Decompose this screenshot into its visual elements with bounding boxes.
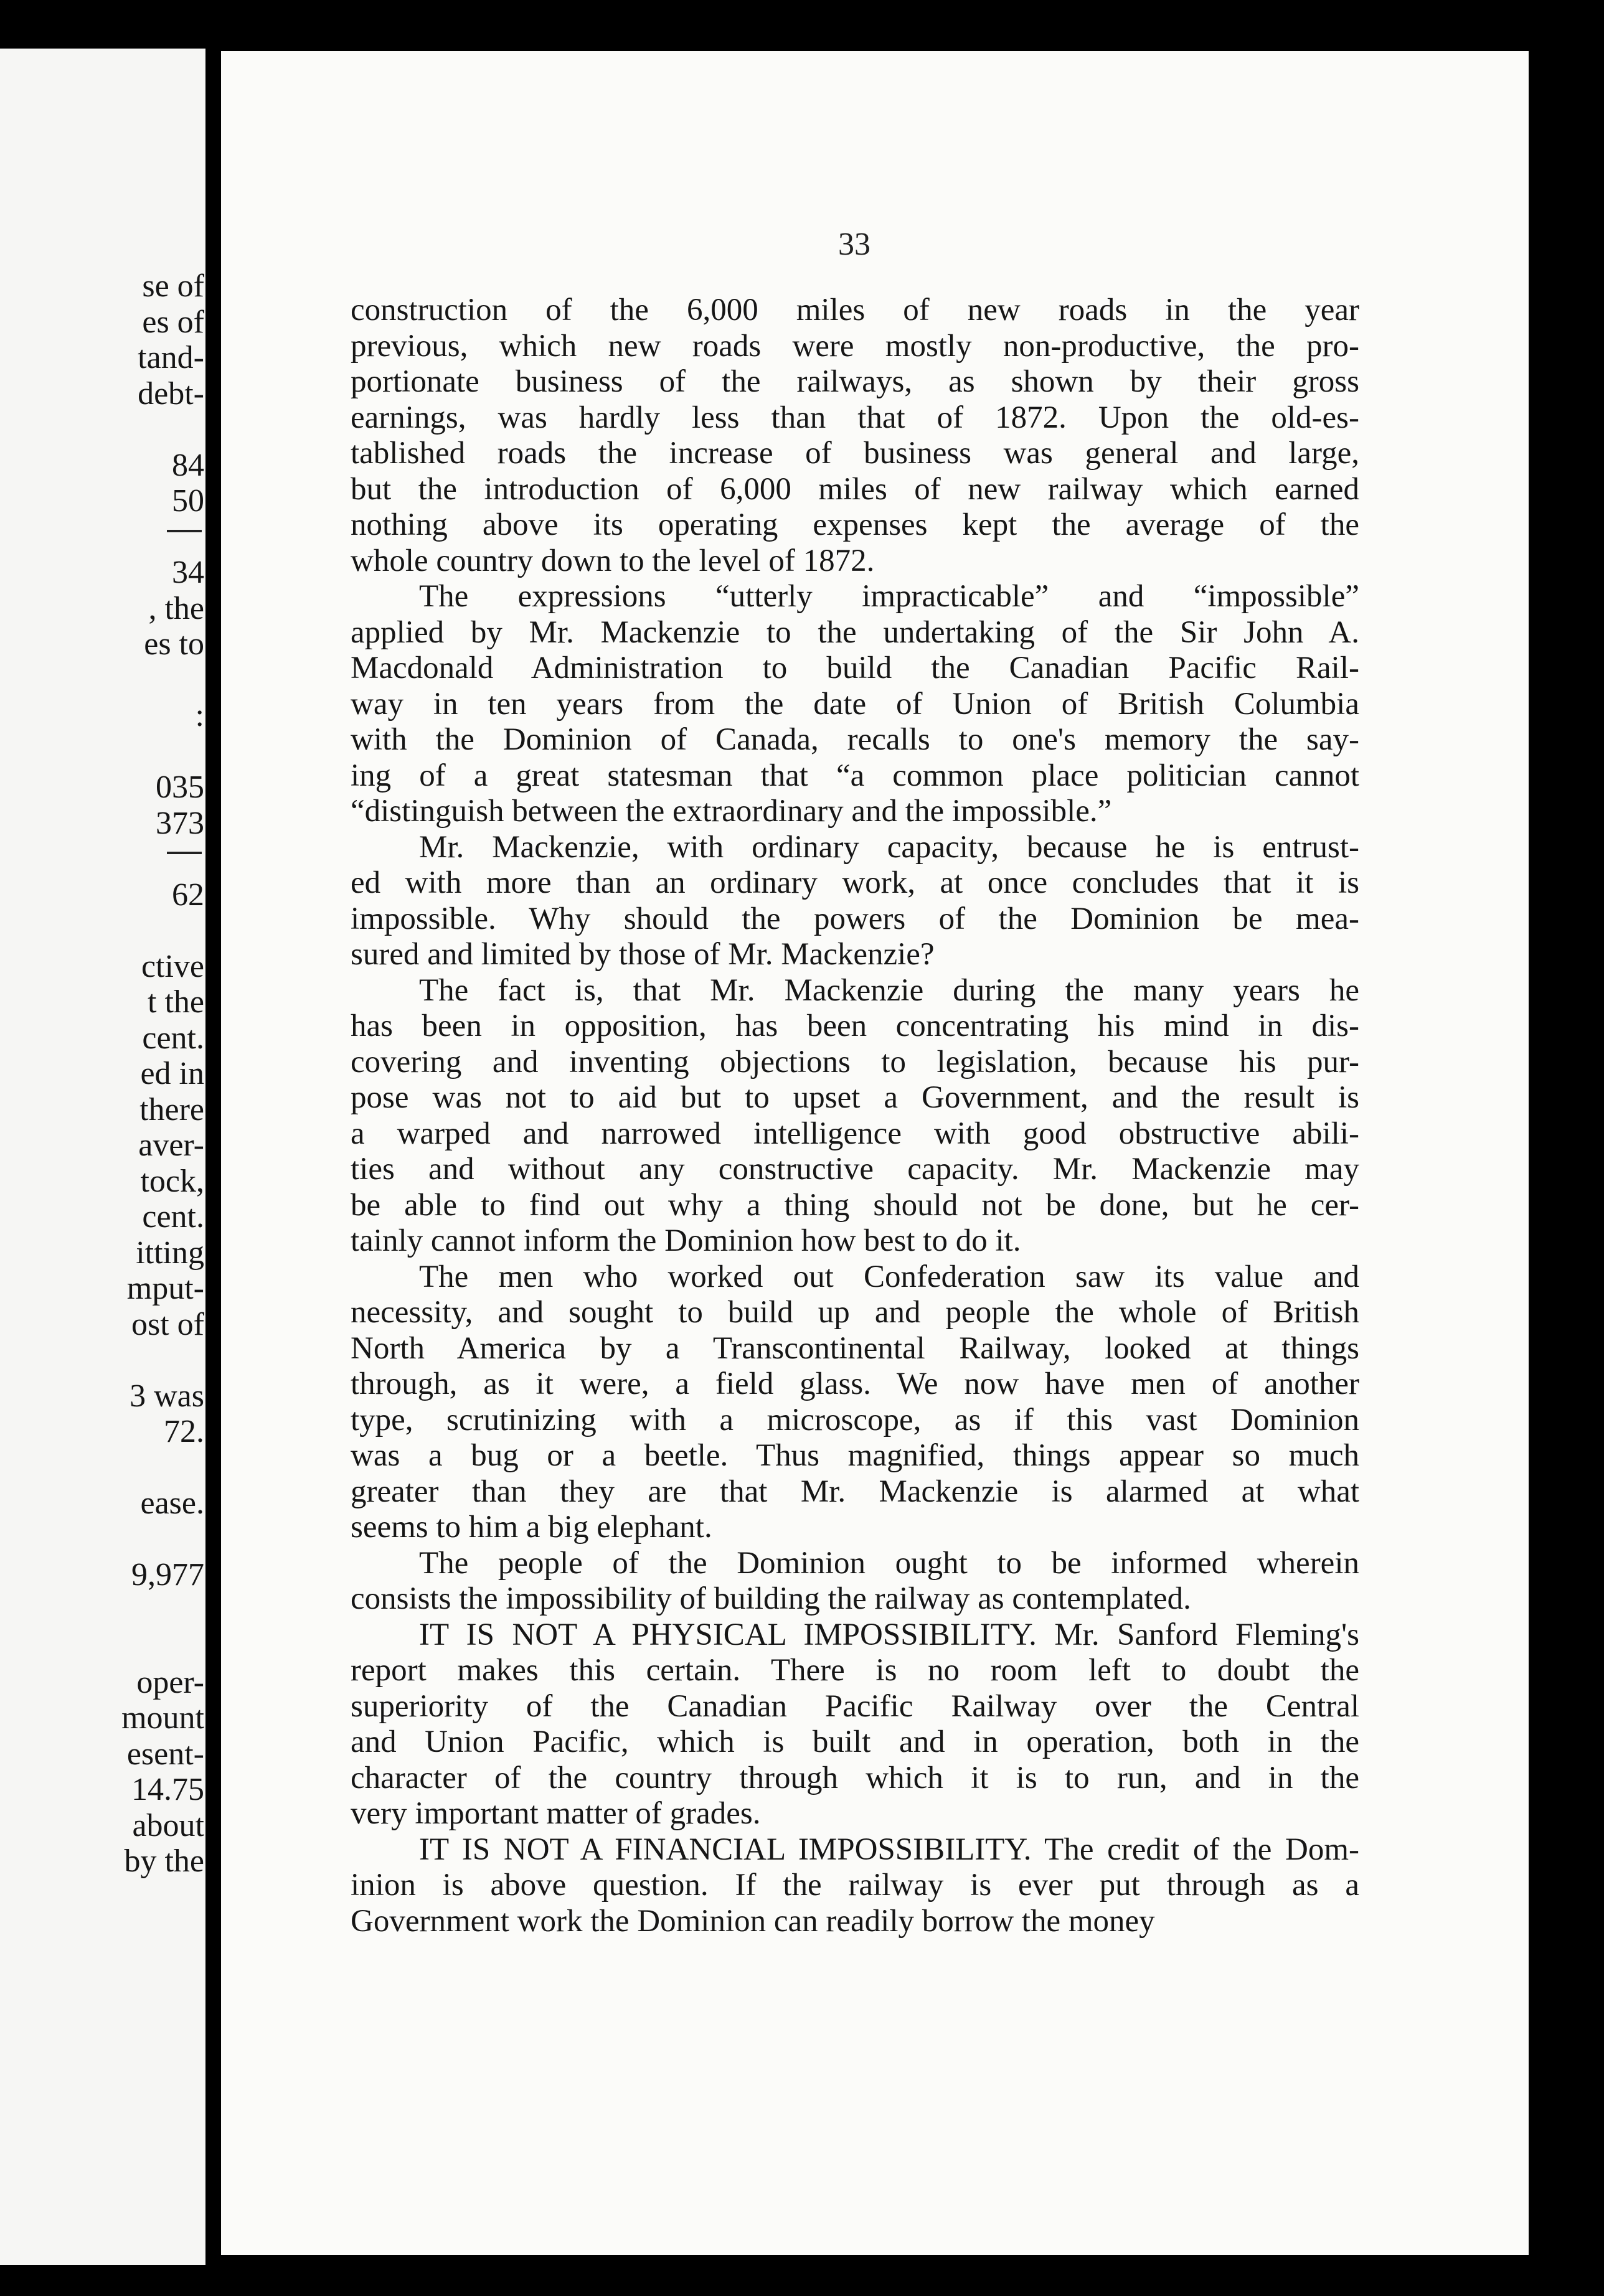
text-line: Macdonald Administration to build the Canadian Pacific Rail- xyxy=(351,651,1359,685)
text-line: report makes this certain. There is no room left to doubt the xyxy=(351,1653,1359,1688)
text-line: greater than they are that Mr. Mackenzie is alarmed at what xyxy=(351,1474,1359,1509)
text-line: Government work the Dominion can readily borrow the money xyxy=(351,1903,1155,1939)
paragraph xyxy=(351,973,1359,1259)
facing-text-fragment: oper- xyxy=(136,1664,204,1700)
facing-text-fragment: t the xyxy=(148,984,204,1020)
text-line: sured and limited by those of Mr. Mackenzie? xyxy=(351,937,935,972)
text-line: ed with more than an ordinary work, at once concludes that it is xyxy=(351,865,1359,900)
text-line: seems to him a big elephant. xyxy=(351,1510,712,1545)
facing-text-fragment: ease. xyxy=(140,1485,204,1521)
text-line: “distinguish between the extraordinary and the impossible.” xyxy=(351,794,1112,829)
text-line: tainly cannot inform the Dominion how best to do it. xyxy=(351,1223,1021,1258)
text-line: tablished roads the increase of business was general and large, xyxy=(351,436,1359,471)
facing-text-fragment: debt- xyxy=(138,375,204,412)
paragraph xyxy=(351,1617,1359,1832)
text-line: Mr. Mackenzie, with ordinary capacity, because he is entrust- xyxy=(419,829,1359,865)
text-line: applied by Mr. Mackenzie to the undertaking of the Sir John A. xyxy=(351,614,1359,650)
text-line: ties and without any constructive capacity. Mr. Mackenzie may xyxy=(351,1152,1359,1187)
text-line: nothing above its operating expenses kept the average of the xyxy=(351,507,1359,542)
facing-rule xyxy=(167,530,202,532)
text-line: covering and inventing objections to legislation, because his pur- xyxy=(351,1044,1359,1080)
text-line: superiority of the Canadian Pacific Railway over the Central xyxy=(351,1688,1359,1724)
facing-text-fragment: 72. xyxy=(164,1414,204,1449)
facing-text-fragment: ed in xyxy=(140,1056,204,1091)
facing-page-edge xyxy=(0,49,205,2265)
facing-text-fragment: ctive xyxy=(141,948,204,984)
text-line: construction of the 6,000 miles of new roads in the year xyxy=(351,293,1359,327)
text-line: and Union Pacific, which is built and in operation, both in the xyxy=(351,1724,1359,1759)
facing-rule xyxy=(167,852,202,854)
text-line: IT IS NOT A PHYSICAL IMPOSSIBILITY. Mr. Sanford Fleming's xyxy=(419,1617,1359,1652)
paragraph xyxy=(351,1832,1359,1940)
page-number: 33 xyxy=(838,227,870,262)
facing-text-fragment: 84 xyxy=(172,447,204,483)
text-line: very important matter of grades. xyxy=(351,1796,761,1831)
paragraph xyxy=(351,830,1359,973)
text-line: but the introduction of 6,000 miles of new railway which earned xyxy=(351,471,1359,507)
facing-text-fragment: 62 xyxy=(172,877,204,913)
facing-text-fragment: 14.75 xyxy=(131,1772,204,1807)
text-line: The people of the Dominion ought to be informed wherein xyxy=(419,1545,1359,1581)
paragraph xyxy=(351,293,1359,579)
text-line: previous, which new roads were mostly non-productive, the pro- xyxy=(351,328,1359,364)
text-line: North America by a Transcontinental Railway, looked at things xyxy=(351,1330,1359,1366)
text-line: type, scrutinizing with a microscope, as if this vast Dominion xyxy=(351,1402,1359,1437)
text-line: earnings, was hardly less than that of 1872. Upon the old-es- xyxy=(351,400,1359,435)
facing-text-fragment: es to xyxy=(144,626,204,662)
facing-text-fragment: cent. xyxy=(142,1199,204,1235)
text-line: necessity, and sought to build up and people the whole of British xyxy=(351,1295,1359,1330)
facing-text-fragment: itting xyxy=(136,1235,204,1271)
text-line: character of the country through which it is to run, and in the xyxy=(351,1760,1359,1795)
text-line: has been in opposition, has been concentrating his mind in dis- xyxy=(351,1009,1359,1043)
text-line: was a bug or a beetle. Thus magnified, things appear so much xyxy=(351,1438,1359,1473)
facing-text-fragment: se of xyxy=(142,268,204,304)
body-text xyxy=(351,293,1359,1939)
facing-text-fragment: : xyxy=(195,698,204,733)
text-line: be able to find out why a thing should not be done, but he cer- xyxy=(351,1187,1359,1223)
paragraph xyxy=(351,1259,1359,1546)
text-line: pose was not to aid but to upset a Government, and the result is xyxy=(351,1080,1359,1115)
facing-text-fragment: , the xyxy=(148,590,204,626)
text-line: The fact is, that Mr. Mackenzie during the many years he xyxy=(419,972,1359,1008)
paragraph xyxy=(351,579,1359,830)
facing-text-fragment: by the xyxy=(124,1843,204,1879)
facing-text-fragment: esent- xyxy=(126,1736,204,1772)
facing-text-fragment: there xyxy=(139,1091,204,1127)
text-line: with the Dominion of Canada, recalls to one's memory the say- xyxy=(351,722,1359,757)
text-line: way in ten years from the date of Union of British Columbia xyxy=(351,686,1359,722)
facing-text-fragment: 34 xyxy=(172,555,204,590)
text-line: inion is above question. If the railway is ever put through as a xyxy=(351,1868,1359,1903)
paragraph xyxy=(351,1546,1359,1617)
text-line: portionate business of the railways, as shown by their gross xyxy=(351,364,1359,399)
facing-text-fragment: cent. xyxy=(142,1020,204,1056)
text-line: The men who worked out Confederation saw its value and xyxy=(419,1259,1359,1294)
facing-text-fragment: 373 xyxy=(156,805,204,841)
text-line: The expressions “utterly impracticable” and “impossible” xyxy=(419,579,1359,614)
facing-text-fragment: tand- xyxy=(138,340,204,375)
facing-text-fragment: tock, xyxy=(140,1163,204,1199)
text-line: whole country down to the level of 1872. xyxy=(351,543,875,578)
facing-text-fragment: 3 was xyxy=(130,1378,204,1414)
facing-text-fragment: 50 xyxy=(172,483,204,519)
text-line: a warped and narrowed intelligence with good obstructive abili- xyxy=(351,1116,1359,1151)
facing-text-fragment: mput- xyxy=(126,1271,204,1306)
text-line: consists the impossibility of building the railway as contemplated. xyxy=(351,1581,1191,1616)
facing-text-fragment: 035 xyxy=(156,769,204,805)
text-line: IT IS NOT A FINANCIAL IMPOSSIBILITY. The credit of the Dom- xyxy=(419,1832,1359,1867)
text-line: through, as it were, a field glass. We now have men of another xyxy=(351,1367,1359,1401)
text-line: ing of a great statesman that “a common place politician cannot xyxy=(351,758,1359,793)
facing-text-fragment: about xyxy=(132,1807,204,1843)
facing-text-fragment: es of xyxy=(142,304,204,340)
text-line: impossible. Why should the powers of the Dominion be mea- xyxy=(351,901,1359,936)
facing-text-fragment: ost of xyxy=(131,1306,204,1342)
facing-text-fragment: mount xyxy=(121,1700,204,1736)
facing-text-fragment: aver- xyxy=(138,1127,204,1163)
facing-text-fragment: 9,977 xyxy=(131,1557,204,1593)
